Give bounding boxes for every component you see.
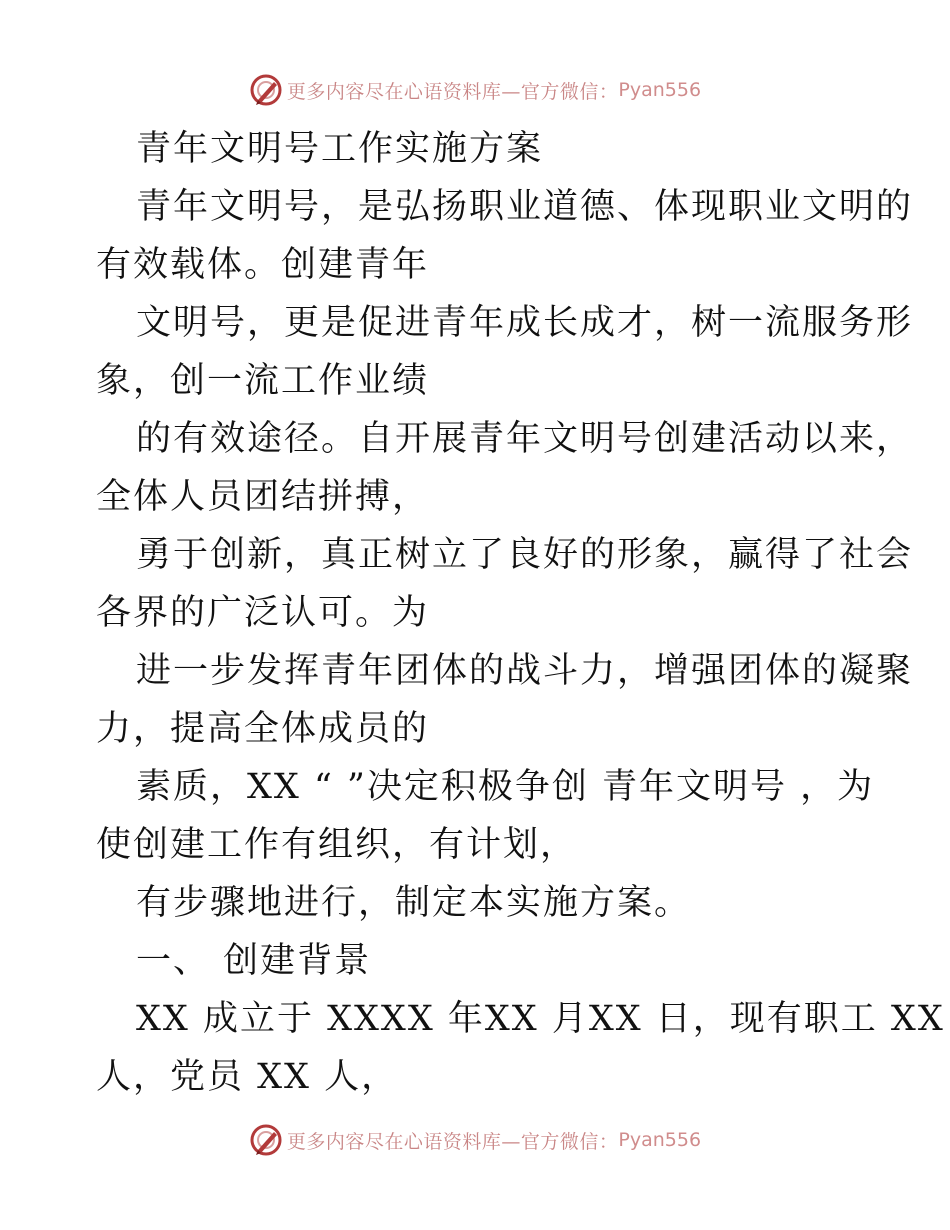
paragraph-line: 有步骤地进行，制定本实施方案。 bbox=[136, 883, 692, 923]
paragraph-line: 素质，XX “ ”决定积极争创 青年文明号 ，为 bbox=[136, 767, 875, 807]
paragraph-line: XX 成立于 XXXX 年XX 月XX 日，现有职工 XX bbox=[136, 999, 945, 1039]
paragraph-line: 有效载体。创建青年 bbox=[96, 245, 430, 285]
paragraph-line: 青年文明号，是弘扬职业道德、体现职业文明的 bbox=[136, 187, 914, 227]
pen-logo-icon bbox=[249, 73, 283, 107]
paragraph-line: 象，创一流工作业绩 bbox=[96, 361, 430, 401]
watermark-id: Pyan556 bbox=[618, 1129, 702, 1151]
paragraph-line: 的有效途径。自开展青年文明号创建活动以来， bbox=[136, 419, 914, 459]
watermark-id: Pyan556 bbox=[618, 79, 702, 101]
pen-logo-icon bbox=[249, 1123, 283, 1157]
paragraph-line: 各界的广泛认可。为 bbox=[96, 593, 430, 633]
paragraph-line: 文明号，更是促进青年成长成才，树一流服务形 bbox=[136, 303, 914, 343]
watermark-text: 更多内容尽在心语资料库—官方微信： bbox=[286, 80, 619, 103]
paragraph-line: 全体人员团结拼搏， bbox=[96, 477, 430, 517]
paragraph-line: 进一步发挥青年团体的战斗力，增强团体的凝聚 bbox=[136, 651, 914, 691]
paragraph-line: 力，提高全体成员的 bbox=[96, 709, 430, 749]
section-heading: 一、 创建背景 bbox=[136, 941, 372, 981]
watermark-text: 更多内容尽在心语资料库—官方微信： bbox=[286, 1130, 619, 1153]
watermark-banner-bottom bbox=[0, 1120, 950, 1160]
document-body bbox=[96, 120, 945, 1106]
paragraph-line: 勇于创新，真正树立了良好的形象，赢得了社会 bbox=[136, 535, 914, 575]
watermark-banner-top bbox=[0, 70, 950, 110]
paragraph-line: 使创建工作有组织，有计划， bbox=[96, 825, 578, 865]
document-title: 青年文明号工作实施方案 bbox=[136, 129, 544, 169]
paragraph-line: 人，党员 XX 人， bbox=[96, 1057, 399, 1097]
